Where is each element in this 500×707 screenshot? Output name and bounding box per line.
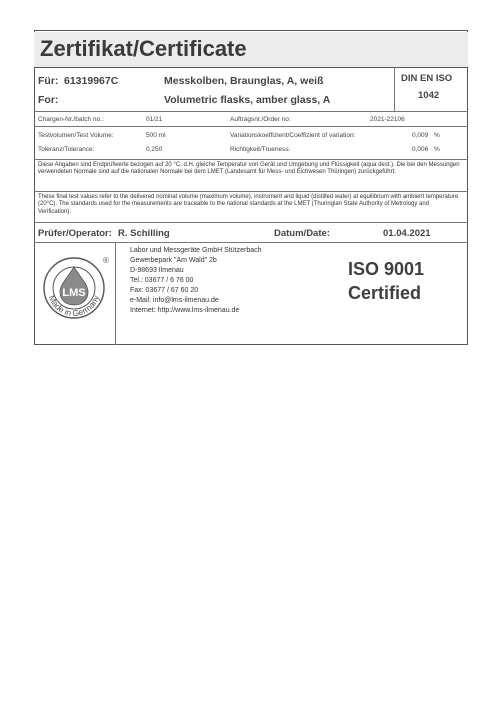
logo-tagline: Made in Germany xyxy=(46,293,102,319)
product-name-de: Messkolben, Braunglas, A, weiß xyxy=(164,75,324,87)
order-label: Auftragsnr./Order no: xyxy=(230,116,291,123)
trueness-value: 0,006 xyxy=(412,146,429,153)
volume-label: Testvolumen/Test Volume: xyxy=(38,132,114,139)
cv-label: Variationskoeffizient/Coeffizient of variation: xyxy=(230,132,356,139)
date-value: 01.04.2021 xyxy=(383,228,431,239)
divider xyxy=(34,126,468,127)
for-label-de: Für: xyxy=(38,75,59,87)
company-fax: Fax: 03677 / 67 60 20 xyxy=(130,287,199,294)
company-street: Gewerbepark "Am Wald" 2b xyxy=(130,257,217,264)
cv-unit: % xyxy=(434,132,440,139)
company-name: Labor und Messgeräte GmbH Stützerbach xyxy=(130,247,262,254)
batch-label: Chargen-Nr./batch no.: xyxy=(38,116,104,123)
certificate-title-bar xyxy=(34,32,468,68)
divider xyxy=(34,222,468,223)
for-label-en: For: xyxy=(38,94,59,106)
company-block xyxy=(130,246,262,316)
date-label: Datum/Date: xyxy=(274,228,330,239)
order-value: 2021-22106 xyxy=(370,116,405,123)
batch-value: 01/21 xyxy=(146,116,163,123)
lms-logo xyxy=(38,250,110,332)
batch-id: 61319967C xyxy=(64,75,119,87)
logo-divider xyxy=(115,242,116,345)
standard-line2: 1042 xyxy=(418,90,440,101)
company-tel: Tel.: 03677 / 6 76 00 xyxy=(130,277,194,284)
registered-mark: ® xyxy=(103,256,109,265)
divider xyxy=(34,242,468,243)
trueness-label: Richtigkeit/Trueness: xyxy=(230,146,291,153)
cv-value: 0,009 xyxy=(412,132,429,139)
company-city: D-98693 Ilmenau xyxy=(130,267,184,274)
product-name-en: Volumetric flasks, amber glass, A xyxy=(164,94,331,106)
trueness-unit: % xyxy=(434,146,440,153)
header-divider xyxy=(394,67,395,111)
certificate-title: Zertifikat/Certificate xyxy=(40,36,247,61)
iso-line1: ISO 9001 xyxy=(348,259,425,279)
note-german: Diese Angaben sind Endprüfwerte bezogen auf 20 °C, d.H. gleiche Temperatur von Gerät und Umgebung und Flüssigkeit (aqua dest.). Die bei den Messungen verwendeten Normale sind auf die nationalen Normale bei dem LMET (Landesamt für Mess- und Eichwesen Thüringen) zurückgeführt. xyxy=(38,162,460,176)
company-email: e-Mail: info@lms-ilmenau.de xyxy=(130,297,219,304)
divider xyxy=(34,159,468,160)
standard-line1: DIN EN ISO xyxy=(401,73,453,84)
tolerance-value: 0,250 xyxy=(146,146,163,153)
operator-value: R. Schilling xyxy=(118,228,170,239)
divider xyxy=(34,111,468,112)
divider xyxy=(34,191,468,192)
volume-value: 500 ml xyxy=(146,132,166,139)
iso-line2: Certified xyxy=(348,283,422,303)
logo-brand: LMS xyxy=(62,287,86,299)
operator-label: Prüfer/Operator: xyxy=(38,228,112,239)
company-internet: Internet: http://www.lms-ilmenau.de xyxy=(130,307,240,314)
note-english: These final test values refer to the delivered nominal volume (maximum volume), instrument and liquid (distilled water) at equilibrium with ambient temperature (20°C). The standards used for the measurements are traceable to the national standards at the LMET (Thuringian State Authority of Metrology and Verification). xyxy=(38,194,459,215)
logo-drop xyxy=(60,267,88,305)
tolerance-label: Toleranz/Tolerance: xyxy=(38,146,95,153)
